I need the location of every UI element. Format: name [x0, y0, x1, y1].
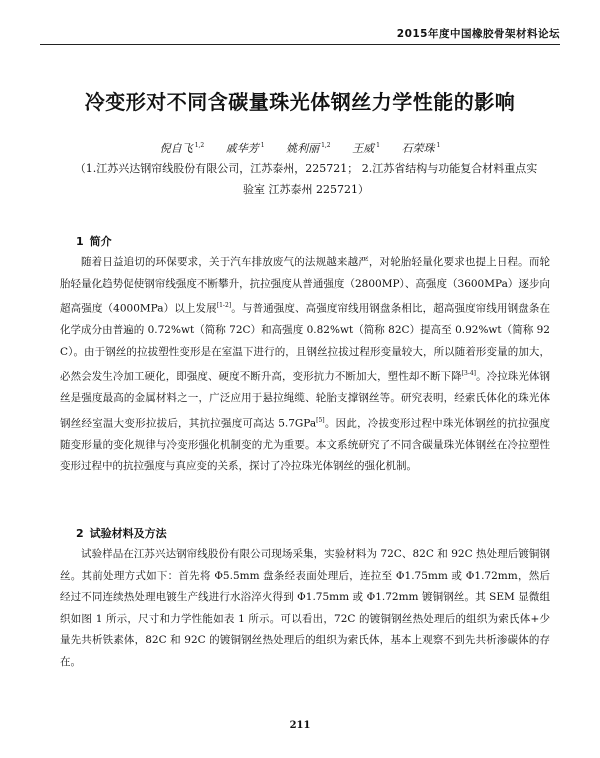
author: 倪自飞 $^{1,2}$: [159, 142, 205, 155]
citation: [1-2]: [216, 302, 232, 309]
header-divider: [40, 44, 560, 45]
author-list: [0, 140, 600, 156]
paper-title: 冷变形对不同含碳量珠光体钢丝力学性能的影响: [84, 90, 516, 114]
author: 戚华芳 $^1$: [225, 142, 265, 155]
section-heading: 1 简介: [76, 235, 112, 248]
paragraph: 试验样品在江苏兴达钢帘线股份有限公司现场采集，实验材料为 72C、82C 和 92C 热处理后镀铜钢丝。其前处理方式如下：首先将 Φ5.5mm 盘条经表面处理后，连拉至 Φ1.75mm 或 Φ1.72mm，然后经过不同连续热处理电镀生产线进行水浴淬火得到 Φ1.75mm 或 Φ1.72mm 镀铜钢丝。其 SEM 显微组织如图 1 所示，尺寸和力学性能如表 1 所示。可以看出，72C 的镀铜钢丝热处理后的组织为索氏体+少量先共析铁素体，82C 和 92C 的镀铜钢丝热处理后的组织为索氏体，基本上观察不到先共析渗碳体的存在。: [60, 548, 550, 668]
section-introduction: [60, 232, 550, 478]
author: 王威 $^1$: [352, 142, 380, 155]
author: 姚利丽 $^{1,2}$: [286, 142, 331, 155]
running-title: 2015年度中国橡胶骨架材料论坛: [396, 28, 560, 40]
citation: [5]: [316, 416, 325, 424]
author: 石荣珠 $^1$: [401, 142, 441, 155]
page-number: 211: [289, 720, 311, 731]
paragraph: 随着日益追切的环保要求，关于汽车排放废气的法规越来越严，对轮胎轻量化要求也提上日程。而轮胎轻量化趋势促使钢帘线强度不断攀升，抗拉强度从普通强度（2800MP）、高强度（3600MPa）逐步向超高强度（4000MPa）以上发展[1-2]。与普通强度、高强度帘线用钢盘条相比，超高强度帘线用钢盘条在化学成分由普遍的 0.72%wt（简称 72C）和高强度 0.82%wt（简称 82C）提高至 0.92%wt（简称 92C）。由于钢丝的拉拔塑性变形是在室温下进行的，且钢丝拉拔过程形变量较大，所以随着形变量的加大，必然会发生冷加工硬化，即强度、硬度不断升高，变形抗力不断加大，塑性却不断下降[3-4]。冷拉珠光体钢丝是强度最高的金属材料之一，广泛应用于悬拉绳缆、轮胎支撑钢丝等。研究表明，经索氏体化的珠光体钢丝经室温大变形拉拔后，其抗拉强度可高达 5.7GPa[5]。因此，冷拔变形过程中珠光体钢丝的抗拉强度随变形量的变化规律与冷变形强化机制变的尤为重要。本文系统研究了不同含碳量珠光体钢丝在冷拉塑性变形过程中的抗拉强度与真应变的关系，探讨了冷拉珠光体钢丝的强化机制。: [60, 256, 551, 472]
section-heading: 2 试验材料及方法: [76, 527, 167, 540]
section-materials-methods: [60, 524, 550, 673]
running-header: [40, 26, 560, 44]
citation: [3-4]: [461, 370, 477, 377]
affiliation: （1.江苏兴达钢帘线股份有限公司，江苏泰州，225721； 2.江苏省结构与功能复合材料重点实验室 江苏泰州 225721）: [74, 162, 538, 196]
